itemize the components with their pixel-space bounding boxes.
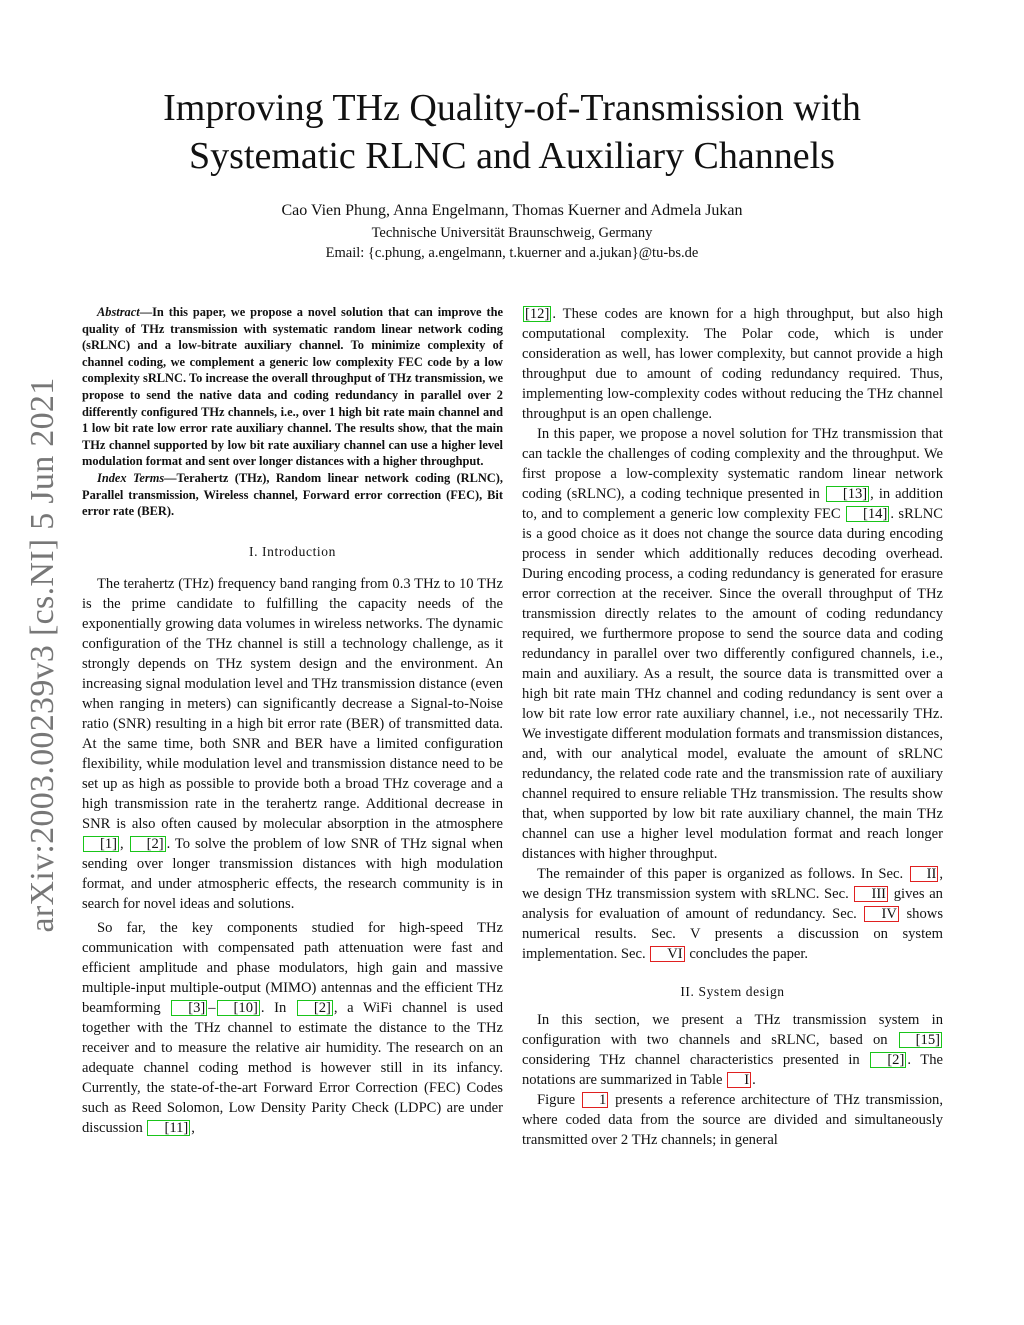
title-line-1: Improving THz Quality-of-Transmission with (163, 87, 861, 129)
intro-paragraph-3: In this paper, we propose a novel solution for THz transmission that can tackle the challenges of coding complexity and the throughput. We first propose a low-complexity systematic random linear network coding (sRLNC), a coding technique presented in [13] , in addition to, and to complement a generic low complexity FEC [14] . sRLNC is a good choice as it does not change the source data during encoding process in sender which additionally reduces decoding overhead. During encoding process, a coding redundancy is generated for erasure error correction at the receiver. Since the overall throughput of THz transmission directly relates to the amount of coding redundancy required, we furthermore propose to send the source data and coding redundancy in parallel over two differently configured channels, i.e., main and auxiliary. As a result, the source data is transmitted over a high bit rate main THz channel and coding redundancy is sent over a low bit rate low error rate auxiliary channel, i.e., not necessarily THz. We investigate different modulation formats and transmission distances, and, with our analytical model, evaluate the amount of sRLNC redundancy, the related code rate and the transmission rate of auxiliary channel required to ensure reliable THz transmission. The results show that, when supported by low bit rate auxiliary channel, the main THz channel can use a higher level modulation format and reach longer distances with higher throughput. (522, 426, 944, 862)
section-ref-link[interactable]: II (910, 866, 939, 882)
abstract-label: Abstract (97, 305, 140, 319)
arxiv-stamp-text: arXiv:2003.00239v3 [cs.NI] 5 Jun 2021 (24, 377, 61, 933)
index-terms-text: —Terahertz (THz), Random linear network coding (RLNC), Parallel transmission, Wireless channel, Forward error correction (FEC), Bit error rate (BER). (82, 470, 503, 519)
intro-paragraph-2: So far, the key components studied for high-speed THz communication with compensated path attenuation were fast and efficient amplitude and phase modulators, high gain and massive multiple-input multiple-output (MIMO) antennas and the efficient THz beamforming [3] – [10] . In [2] , a WiFi channel is used together with the THz channel to estimate the distance to the THz receiver and to measure the relative air humidity. The research on an adequate channel coding method is however still in its infancy. Currently, the state-of-the-art Forward Error Correction (FEC) Codes such as Reed Solomon, Low Density Parity Check (LDPC) are under discussion [11] , (82, 919, 503, 1136)
system-paragraph-1: In this section, we present a THz transmission system in configuration with two channels and sRLNC, based on [15] considering THz channel characteristics presented in [2] . The notations are summarized in Table I . (522, 1012, 943, 1088)
intro-paragraph-2-cont: [12] . These codes are known for a high throughput, but also high computational complexity. The Polar code, which is under consideration as well, has lower complexity, but cannot provide a high throughput due to amount of coding redundancy required. Thus, implementing low-complexity codes without reducing the THz channel throughput is an open challenge. (522, 306, 943, 422)
intro-paragraph-4: The remainder of this paper is organized as follows. In Sec. II , we design THz transmission system with sRLNC. Sec. III gives an analysis for evaluation of amount of redundancy. Sec. IV shows numerical results. Sec. V presents a discussion on system implementation. Sec. VI concludes the paper. (522, 866, 943, 962)
abstract-text: —In this paper, we propose a novel solution that can improve the quality of THz transmission with systematic random linear network coding (sRLNC) and a low-bitrate auxiliary channel. To minimize complexity of channel coding, we complement a generic low complexity FEC code by a low complexity sRLNC. To increase the overall throughput of THz transmission, we propose to send the native data and coding redundancy in parallel over 2 differently configured THz channels, i.e., over 1 high bit rate main channel and 1 low bit rate low error rate auxiliary channel. The results show, that the main THz channel supported by low bit rate auxiliary channel can use a higher level modulation format and sent over longer distances with a higher throughput. (82, 305, 503, 469)
section-heading-introduction: I. Introduction (249, 543, 336, 559)
citation-link[interactable]: [3] (171, 1000, 207, 1016)
citation-link[interactable]: [14] (846, 506, 889, 522)
paper-title (80, 84, 944, 180)
email: Email: {c.phung, a.engelmann, t.kuerner and a.jukan}@tu-bs.de (325, 245, 699, 261)
index-terms-label: Index Terms (97, 470, 165, 485)
right-column (522, 304, 943, 1150)
citation-link[interactable]: [10] (217, 1000, 260, 1016)
intro-paragraph-1: The terahertz (THz) frequency band ranging from 0.3 THz to 10 THz is the prime candidate to fulfilling the capacity needs of the exponentially growing data volumes in wireless networks. The dynamic configuration of the THz channel is still a technology challenge, as it strongly depends on THz system design and the environment. An increasing signal modulation level and THz transmission distance (even when ranging in meters) can significantly decrease a Signal-to-Noise ratio (SNR) resulting in a high bit error rate (BER) of transmitted data. At the same time, both SNR and BER have a limited configuration flexibility, while modulation level and transmission distance need to be set up as high as possible to provide both a broad THz coverage and a high transmission rate in the terahertz range. Additional decrease in SNR is also often caused by molecular absorption in the atmosphere [1] , [2] . To solve the problem of low SNR of THz signal when sending over longer transmission distances with high modulation format, and under atmospheric effects, the research community is in search for novel ideas and solutions. (82, 575, 503, 912)
citation-link[interactable]: [2] (130, 836, 166, 852)
citation-link[interactable]: [13] (826, 486, 869, 502)
citation-link[interactable]: [2] (870, 1052, 906, 1068)
affiliation: Technische Universität Braunschweig, Germany (371, 225, 653, 241)
abstract (82, 304, 503, 470)
arxiv-stamp (18, 377, 68, 933)
citation-link[interactable]: [11] (147, 1120, 190, 1136)
citation-link[interactable]: [1] (83, 836, 119, 852)
citation-link[interactable]: [15] (899, 1032, 942, 1048)
citation-link[interactable]: [2] (297, 1000, 333, 1016)
table-ref-link[interactable]: I (727, 1072, 751, 1088)
citation-link[interactable]: [12] (525, 306, 550, 322)
section-ref-link[interactable]: IV (864, 906, 898, 922)
title-line-2: Systematic RLNC and Auxiliary Channels (189, 135, 835, 177)
section-ref-link[interactable]: III (854, 886, 888, 902)
system-paragraph-2: Figure 1 presents a reference architecture of THz transmission, where coded data from the source are divided and simultaneously transmitted over 2 THz channels; in general (522, 1092, 943, 1148)
section-ref-link[interactable]: VI (650, 946, 684, 962)
section-heading-system-design: II. System design (680, 984, 785, 999)
index-terms (82, 470, 503, 520)
authors: Cao Vien Phung, Anna Engelmann, Thomas Kuerner and Admela Jukan (281, 202, 743, 219)
left-column (82, 304, 503, 1138)
figure-ref-link[interactable]: 1 (582, 1092, 608, 1108)
